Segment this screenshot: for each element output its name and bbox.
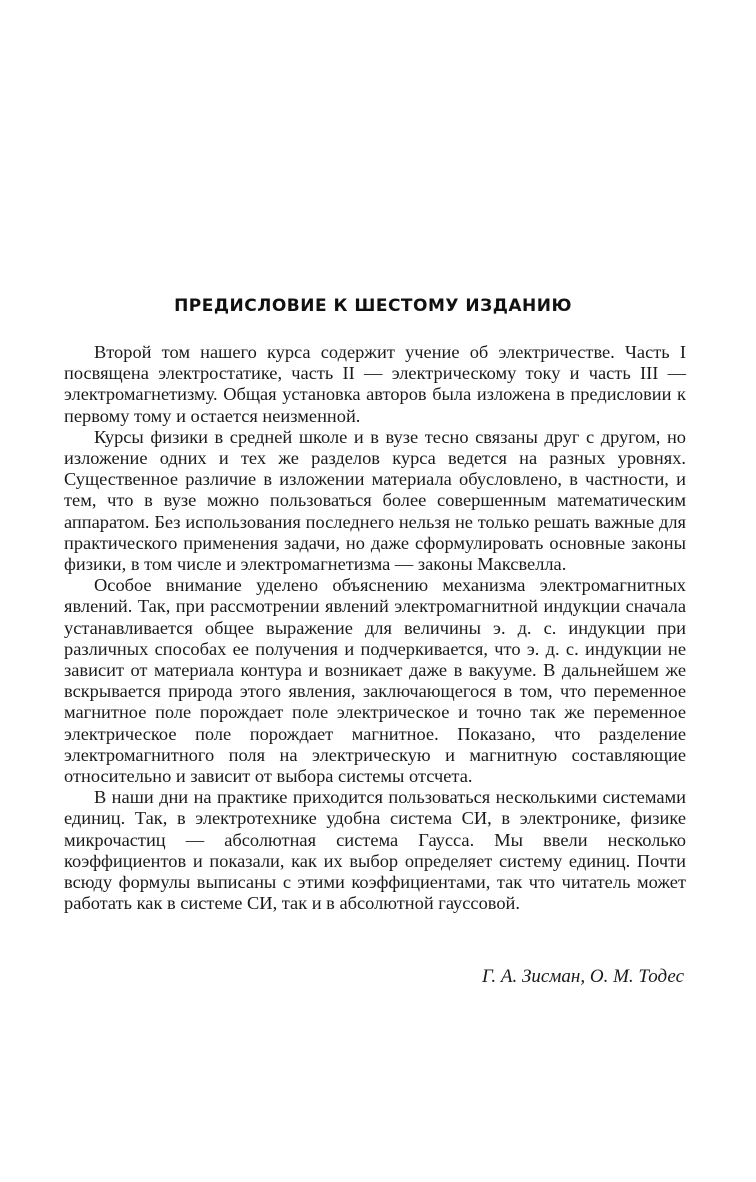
paragraph-4: В наши дни на практике приходится пользоваться несколькими системами единиц. Так, в электротехнике удобна система СИ, в электронике, физике микрочастиц — абсолютная система Гаусса. Мы ввели несколько коэффициентов и показали, как их выбор определяет систему единиц. Почти всюду формулы выписаны с этими коэффициентами, так что читатель может работать как в системе СИ, так и в абсолютной гауссовой. [64, 787, 686, 914]
authors-signature: Г. А. Зисман, О. М. Тодес [481, 966, 684, 987]
paragraph-2: Курсы физики в средней школе и в вузе тесно связаны друг с другом, но изложение одних и тех же разделов курса ведется на разных уровнях. Существенное различие в изложении материала обусловлено, в частности, и тем, что в вузе можно пользоваться более совершенным математическим аппаратом. Без использования последнего нельзя не только решать важные для практического применения задачи, но даже сформулировать основные законы физики, в том числе и электромагнетизма — законы Максвелла. [64, 426, 686, 575]
paragraph-3: Особое внимание уделено объяснению механизма электромагнитных явлений. Так, при рассмотрении явлений электромагнитной индукции сначала устанавливается общее выражение для величины э. д. с. индукции при различных способах ее получения и подчеркивается, что э. д. с. индукции не зависит от материала контура и возникает даже в вакууме. В дальнейшем же вскрывается природа этого явления, заключающегося в том, что переменное магнитное поле порождает поле электрическое и точно так же переменное электрическое поле порождает магнитное. Показано, что разделение электромагнитного поля на электрическую и магнитную составляющие относительно и зависит от выбора системы отсчета. [64, 575, 686, 787]
paragraph-1: Второй том нашего курса содержит учение об электричестве. Часть I посвящена электростатике, часть II — электрическому току и часть III — электромагнетизму. Общая установка авторов была изложена в предисловии к первому тому и остается неизменной. [64, 342, 686, 426]
preface-title: ПРЕДИСЛОВИЕ К ШЕСТОМУ ИЗДАНИЮ [174, 296, 572, 316]
preface-body [64, 342, 686, 914]
